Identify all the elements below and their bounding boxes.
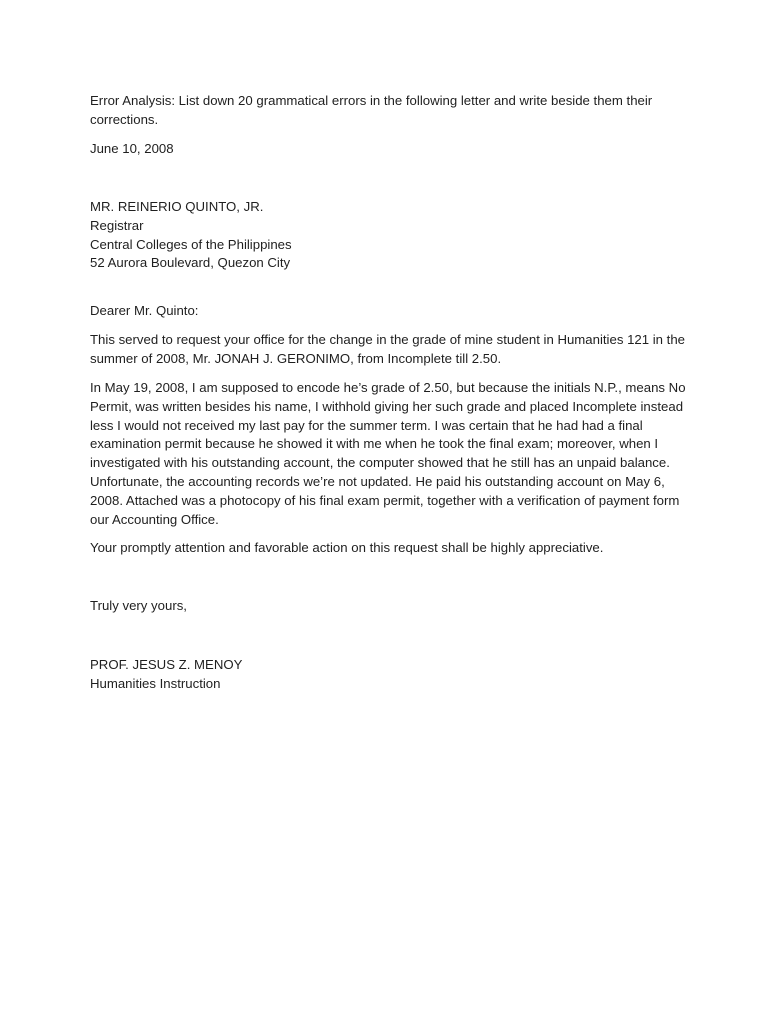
body-line: In May 19, 2008, I am supposed to encode he’s grade of 2.50, but because the initials N.P., means No <box>90 380 686 395</box>
recipient-address: 52 Aurora Boulevard, Quezon City <box>90 255 291 271</box>
instruction-text <box>90 92 675 130</box>
body-paragraph-3 <box>90 539 675 558</box>
body-line: This served to request your office for the change in the grade of mine student in Humanities 121 in the <box>90 332 686 347</box>
instruction-line: corrections. <box>90 111 159 127</box>
complimentary-closing: Truly very yours, <box>90 598 187 613</box>
body-line: 2008. Attached was a photocopy of his final exam permit, together with a verification of payment form <box>90 492 680 508</box>
body-line: examination permit because he showed it with me when he took the final exam; moreover, when I <box>90 436 659 452</box>
recipient-title: Registrar <box>90 217 144 233</box>
salutation: Dearer Mr. Quinto: <box>90 303 199 318</box>
recipient-name: MR. REINERIO QUINTO, JR. <box>90 199 264 214</box>
recipient-institution: Central Colleges of the Philippines <box>90 236 292 252</box>
body-line: less I would not received my last pay for the summer term. I was certain that he had had a final <box>90 417 643 433</box>
signatory-position: Humanities Instruction <box>90 675 221 691</box>
letter-date: June 10, 2008 <box>90 141 174 156</box>
instruction-line: Error Analysis: List down 20 grammatical errors in the following letter and write beside them their <box>90 93 653 108</box>
signature-block <box>90 656 675 694</box>
recipient-address-block <box>90 198 675 273</box>
body-line: Your promptly attention and favorable action on this request shall be highly appreciative. <box>90 540 604 555</box>
body-line: summer of 2008, Mr. JONAH J. GERONIMO, from Incomplete till 2.50. <box>90 350 502 366</box>
body-paragraph-2 <box>90 379 686 529</box>
body-line: our Accounting Office. <box>90 511 219 527</box>
body-paragraph-1 <box>90 331 686 369</box>
body-line: Permit, was written besides his name, I withhold giving her such grade and placed Incomplete instead <box>90 398 684 414</box>
body-line: Unfortunate, the accounting records we’re not updated. He paid his outstanding account on May 6, <box>90 473 665 489</box>
signatory-name: PROF. JESUS Z. MENOY <box>90 657 243 672</box>
body-line: investigated with his outstanding account, the computer showed that he still has an unpaid balance. <box>90 455 670 471</box>
